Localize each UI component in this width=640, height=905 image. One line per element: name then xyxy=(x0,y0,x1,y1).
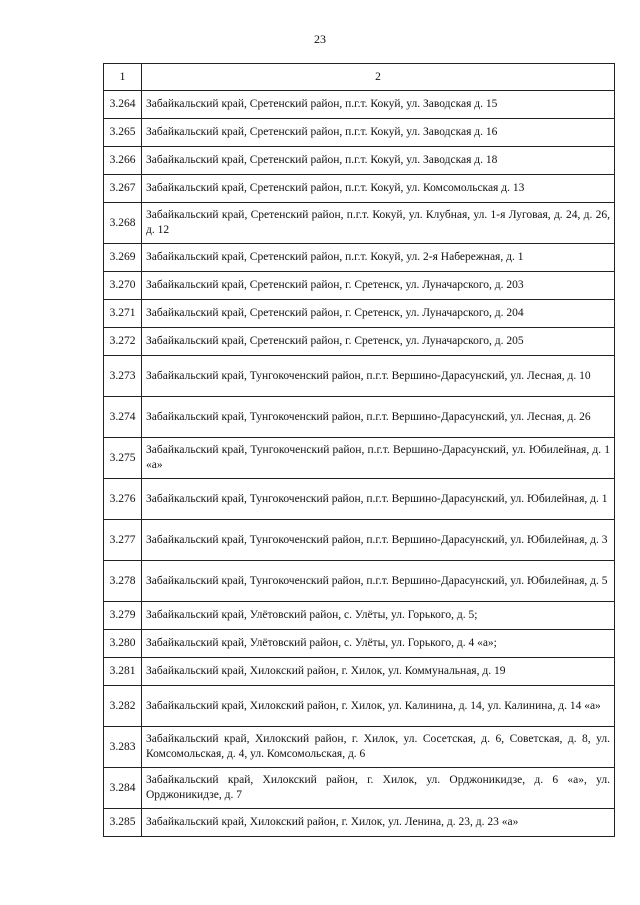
row-address: Забайкальский край, Хилокский район, г. Хилок, ул. Сосетская, д. 6, Советская, д. 8, ул. Комсомольская, д. 4, ул. Комсомольская, д. 6 xyxy=(142,727,615,768)
table-row xyxy=(104,203,615,244)
row-number: 3.273 xyxy=(104,356,142,397)
table-body xyxy=(104,91,615,837)
table-row xyxy=(104,356,615,397)
table-row xyxy=(104,438,615,479)
table-row xyxy=(104,602,615,630)
row-number: 3.272 xyxy=(104,328,142,356)
table-row xyxy=(104,272,615,300)
table-row xyxy=(104,328,615,356)
table-row xyxy=(104,561,615,602)
row-address: Забайкальский край, Тунгокоченский район, п.г.т. Вершино-Дарасунский, ул. Юбилейная, д. 5 xyxy=(142,561,615,602)
table-row xyxy=(104,809,615,837)
table-row xyxy=(104,686,615,727)
table-row xyxy=(104,397,615,438)
row-address: Забайкальский край, Сретенский район, п.г.т. Кокуй, ул. 2-я Набережная, д. 1 xyxy=(142,244,615,272)
table-row xyxy=(104,630,615,658)
page-number: 23 xyxy=(314,32,326,46)
row-number: 3.268 xyxy=(104,203,142,244)
row-address: Забайкальский край, Хилокский район, г. Хилок, ул. Ленина, д. 23, д. 23 «а» xyxy=(142,809,615,837)
row-number: 3.277 xyxy=(104,520,142,561)
table-row xyxy=(104,768,615,809)
row-number: 3.271 xyxy=(104,300,142,328)
table-row xyxy=(104,147,615,175)
row-address: Забайкальский край, Сретенский район, п.г.т. Кокуй, ул. Заводская д. 15 xyxy=(142,91,615,119)
table-row xyxy=(104,658,615,686)
row-number: 3.278 xyxy=(104,561,142,602)
table-row xyxy=(104,479,615,520)
row-address: Забайкальский край, Сретенский район, г. Сретенск, ул. Луначарского, д. 204 xyxy=(142,300,615,328)
row-number: 3.267 xyxy=(104,175,142,203)
row-number: 3.266 xyxy=(104,147,142,175)
table-row xyxy=(104,244,615,272)
table-row xyxy=(104,175,615,203)
table-row xyxy=(104,119,615,147)
row-address: Забайкальский край, Сретенский район, г. Сретенск, ул. Луначарского, д. 205 xyxy=(142,328,615,356)
row-number: 3.276 xyxy=(104,479,142,520)
row-number: 3.265 xyxy=(104,119,142,147)
column-header-address: 2 xyxy=(142,64,615,91)
table-row xyxy=(104,520,615,561)
row-address: Забайкальский край, Хилокский район, г. Хилок, ул. Коммунальная, д. 19 xyxy=(142,658,615,686)
row-address: Забайкальский край, Сретенский район, п.г.т. Кокуй, ул. Заводская д. 18 xyxy=(142,147,615,175)
column-header-number: 1 xyxy=(104,64,142,91)
row-number: 3.284 xyxy=(104,768,142,809)
row-address: Забайкальский край, Тунгокоченский район, п.г.т. Вершино-Дарасунский, ул. Юбилейная, д. 1 «а» xyxy=(142,438,615,479)
row-number: 3.264 xyxy=(104,91,142,119)
row-number: 3.282 xyxy=(104,686,142,727)
row-number: 3.269 xyxy=(104,244,142,272)
row-address: Забайкальский край, Сретенский район, п.г.т. Кокуй, ул. Клубная, ул. 1-я Луговая, д. 24, д. 26, д. 12 xyxy=(142,203,615,244)
row-number: 3.274 xyxy=(104,397,142,438)
table-row xyxy=(104,300,615,328)
table-row xyxy=(104,91,615,119)
address-table xyxy=(103,63,615,837)
row-address: Забайкальский край, Тунгокоченский район, п.г.т. Вершино-Дарасунский, ул. Лесная, д. 26 xyxy=(142,397,615,438)
row-address: Забайкальский край, Улётовский район, с. Улёты, ул. Горького, д. 5; xyxy=(142,602,615,630)
row-number: 3.275 xyxy=(104,438,142,479)
row-address: Забайкальский край, Хилокский район, г. Хилок, ул. Калинина, д. 14, ул. Калинина, д. 14 «а» xyxy=(142,686,615,727)
row-address: Забайкальский край, Тунгокоченский район, п.г.т. Вершино-Дарасунский, ул. Лесная, д. 10 xyxy=(142,356,615,397)
row-address: Забайкальский край, Тунгокоченский район, п.г.т. Вершино-Дарасунский, ул. Юбилейная, д. 1 xyxy=(142,479,615,520)
row-address: Забайкальский край, Хилокский район, г. Хилок, ул. Орджоникидзе, д. 6 «а», ул. Орджоникидзе, д. 7 xyxy=(142,768,615,809)
row-address: Забайкальский край, Сретенский район, г. Сретенск, ул. Луначарского, д. 203 xyxy=(142,272,615,300)
row-number: 3.283 xyxy=(104,727,142,768)
row-address: Забайкальский край, Сретенский район, п.г.т. Кокуй, ул. Комсомольская д. 13 xyxy=(142,175,615,203)
row-address: Забайкальский край, Тунгокоченский район, п.г.т. Вершино-Дарасунский, ул. Юбилейная, д. 3 xyxy=(142,520,615,561)
table-header-row xyxy=(104,64,615,91)
table-row xyxy=(104,727,615,768)
row-number: 3.281 xyxy=(104,658,142,686)
row-address: Забайкальский край, Улётовский район, с. Улёты, ул. Горького, д. 4 «а»; xyxy=(142,630,615,658)
row-number: 3.285 xyxy=(104,809,142,837)
row-number: 3.279 xyxy=(104,602,142,630)
row-number: 3.270 xyxy=(104,272,142,300)
row-address: Забайкальский край, Сретенский район, п.г.т. Кокуй, ул. Заводская д. 16 xyxy=(142,119,615,147)
row-number: 3.280 xyxy=(104,630,142,658)
